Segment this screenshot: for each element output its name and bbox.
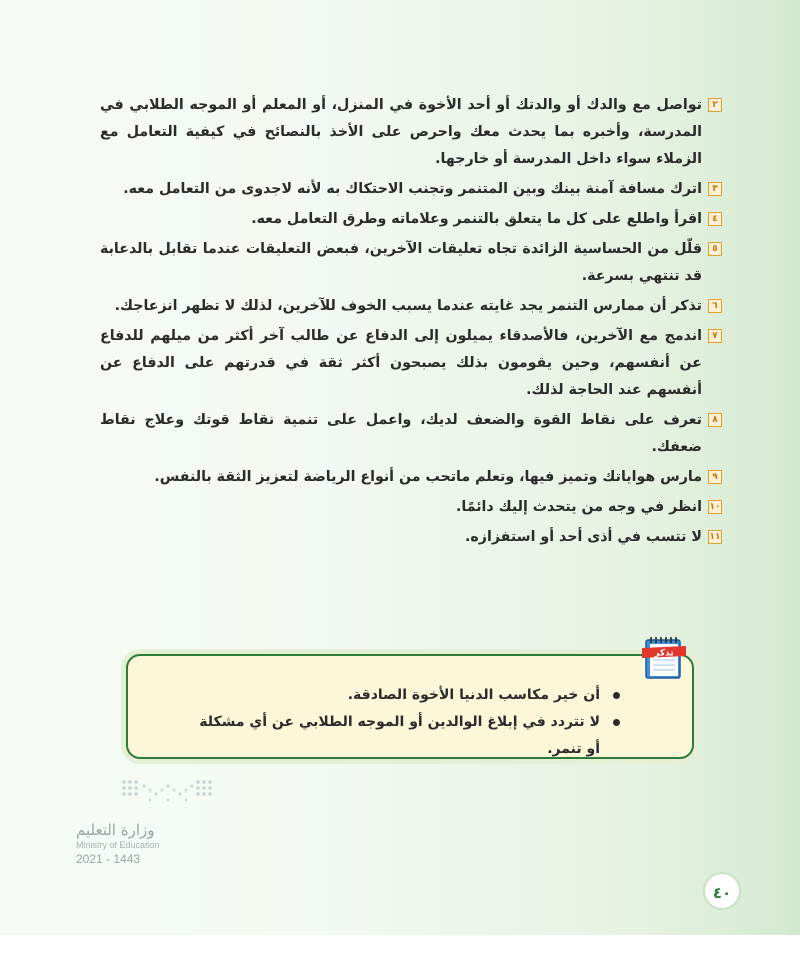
- list-item: [100, 206, 722, 233]
- list-item: [100, 293, 722, 320]
- item-number: ١١: [709, 532, 721, 542]
- item-number: ٤: [708, 212, 722, 226]
- item-number: ٥: [708, 242, 722, 256]
- list-item: [100, 323, 722, 404]
- list-item: [100, 92, 722, 173]
- remember-box: [126, 654, 694, 759]
- list-item: [100, 407, 722, 461]
- ministry-year: 2021 - 1443: [76, 852, 141, 866]
- remember-point: لا تتردد في إبلاغ الوالدين أو الموجه الطلابي عن أي مشكلة أو تنمر.: [182, 709, 622, 763]
- tips-list: [100, 92, 722, 554]
- item-text: تعرف على نقاط القوة والضعف لديك، واعمل على تنمية نقاط قوتك وعلاج نقاط ضعفك.: [100, 412, 702, 455]
- item-text: تذكر أن ممارس التنمر يجد غايته عندما يسبب الخوف للآخرين، لذلك لا تظهر انزعاجك.: [114, 298, 702, 314]
- page-number: ٤٠: [703, 872, 741, 910]
- item-number: ٣: [708, 182, 722, 196]
- item-text: لا تتسب في أذى أحد أو استفزازه.: [465, 529, 702, 545]
- item-number: ١٠: [709, 502, 721, 512]
- item-text: اترك مسافة آمنة بينك وبين المتنمر وتجنب الاحتكاك به لأنه لاجدوى من التعامل معه.: [123, 181, 702, 197]
- item-text: قلّل من الحساسية الزائدة تجاه تعليقات الآخرين، فبعض التعليقات عندما تقابل بالدعابة قد تنتهي بسرعة.: [100, 241, 702, 284]
- item-number: ٩: [708, 470, 722, 484]
- remember-list: [182, 682, 622, 763]
- list-item: [100, 176, 722, 203]
- ministry-logo: [76, 776, 216, 876]
- item-number: ٨: [708, 413, 722, 427]
- item-text: تواصل مع والدك أو والدتك أو أحد الأخوة في المنزل، أو المعلم أو الموجه الطلابي في المدرسة، وأخبره بما يحدث معك واحرص على الأخذ بالنصائح في كيفية التعامل مع الزملاء سواء داخل المدرسة أو خارجها.: [100, 97, 702, 167]
- list-item: [100, 494, 722, 521]
- page-edge-band: [778, 0, 800, 935]
- item-text: انظر في وجه من يتحدث إليك دائمًا.: [455, 499, 702, 515]
- notebook-icon: [640, 632, 690, 682]
- item-number: ٦: [708, 299, 722, 313]
- list-item: [100, 524, 722, 551]
- ministry-name-ar: وزارة التعليم: [76, 821, 155, 839]
- list-item: [100, 464, 722, 491]
- item-text: اقرأ واطلع على كل ما يتعلق بالتنمر وعلاماته وطرق التعامل معه.: [251, 211, 702, 227]
- list-item: [100, 236, 722, 290]
- item-number: ٧: [708, 329, 722, 343]
- remember-badge-label: تذكر: [654, 648, 674, 659]
- item-text: مارس هواياتك وتميز فيها، وتعلم ماتحب من أنواع الرياضة لتعزيز الثقة بالنفس.: [154, 469, 702, 485]
- ministry-dots-icon: [120, 776, 216, 810]
- remember-point: أن خير مكاسب الدنيا الأخوة الصادقة.: [182, 682, 622, 709]
- item-number: ٢: [708, 98, 722, 112]
- item-text: اندمج مع الآخرين، فالأصدقاء يميلون إلى الدفاع عن طالب آخر أكثر من ميلهم للدفاع عن أنفسهم، وحين يقومون بذلك يصبحون أكثر ثقة في قدرتهم على الدفاع عن أنفسهم عند الحاجة لذلك.: [100, 328, 702, 398]
- ministry-name-en: Ministry of Education: [76, 840, 160, 850]
